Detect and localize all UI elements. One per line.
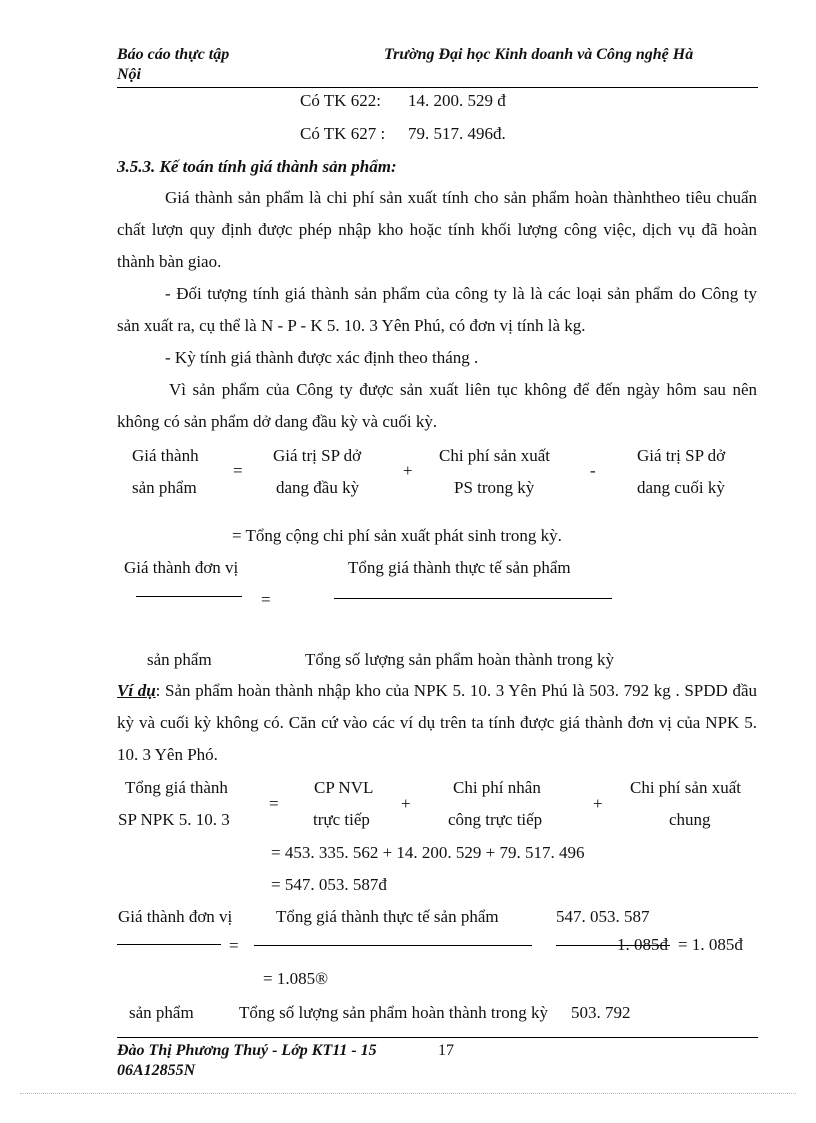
f4-mid-fraction-line <box>254 945 532 946</box>
f4-product-label: sản phẩm <box>129 1003 194 1022</box>
f1-wip-begin-line2: dang đầu kỳ <box>276 478 360 497</box>
header-right: Trường Đại học Kinh doanh và Công nghệ Hà <box>384 46 694 63</box>
f1-wip-end-line2: dang cuối kỳ <box>637 478 725 497</box>
f4-result: 1. 085đ <box>617 935 668 954</box>
page-number: 17 <box>438 1042 454 1059</box>
example-label: Ví dụ <box>117 681 156 700</box>
f3-labor-line1: Chi phí nhân <box>453 778 541 797</box>
f2-denominator: Tổng số lượng sản phẩm hoàn thành trong kỳ <box>305 650 615 669</box>
f2-product-label: sản phẩm <box>147 650 212 669</box>
header-rule <box>117 87 758 88</box>
f4-result-final: = 1. 085đ <box>678 935 743 954</box>
f2-right-fraction-line <box>334 598 612 599</box>
f4-unit-cost-label: Giá thành đơn vị <box>118 907 233 926</box>
f1-wip-begin-line1: Giá trị SP dở <box>273 446 362 465</box>
paragraph-period: - Kỳ tính giá thành được xác định theo tháng . <box>165 348 479 367</box>
paragraph-no-wip: Vì sản phẩm của Công ty được sản xuất liên tục không để đến ngày hôm sau nên không có sản phẩm dở dang đầu kỳ và cuối kỳ. <box>117 380 757 431</box>
header-left-cont: Nội <box>117 66 141 83</box>
f3-plus-2: + <box>593 794 603 813</box>
f4-left-fraction-line <box>117 944 221 945</box>
f3-calculation: = 453. 335. 562 + 14. 200. 529 + 79. 517. 496 <box>271 843 585 862</box>
example-paragraph <box>117 675 757 771</box>
tk627-label: Có TK 627 : <box>300 124 386 143</box>
paragraph-object: - Đối tượng tính giá thành sản phẩm của công ty là là các loại sản phẩm do Công ty sản xuất ra, cụ thể là N - P - K 5. 10. 3 Yên Phú, có đơn vị tính là kg. <box>117 284 757 335</box>
f3-material-line1: CP NVL <box>314 778 374 797</box>
f4-equals: = <box>229 936 239 955</box>
f3-overhead-line2: chung <box>669 810 711 829</box>
tk622-value: 14. 200. 529 đ <box>408 91 506 110</box>
f2-numerator: Tổng giá thành thực tế sản phẩm <box>348 558 571 577</box>
f1-equals: = <box>233 461 243 480</box>
page-edge-dots <box>20 1093 796 1094</box>
f3-material-line2: trực tiếp <box>313 810 370 829</box>
f1-result: = Tổng cộng chi phí sản xuất phát sinh trong kỳ. <box>232 526 562 545</box>
footer-author: Đào Thị Phương Thuý - Lớp KT11 - 15 <box>117 1042 377 1059</box>
header-left: Báo cáo thực tập <box>117 46 230 63</box>
f4-numerator-value: 547. 053. 587 <box>556 907 650 926</box>
f4-result-rounded: = 1.085® <box>263 969 329 988</box>
f1-wip-end-line1: Giá trị SP dở <box>637 446 726 465</box>
tk627-value: 79. 517. 496đ. <box>408 124 506 143</box>
f3-labor-line2: công trực tiếp <box>448 810 543 829</box>
f1-minus: - <box>590 461 596 480</box>
f4-denominator-value: 503. 792 <box>571 1003 631 1022</box>
f3-plus-1: + <box>401 794 411 813</box>
f3-overhead-line1: Chi phí sản xuất <box>630 778 741 797</box>
f3-total: = 547. 053. 587đ <box>271 875 387 894</box>
f2-unit-cost-label: Giá thành đơn vị <box>124 558 239 577</box>
footer-rule <box>117 1037 758 1038</box>
f1-production-cost-line2: PS trong kỳ <box>454 478 535 497</box>
f3-equals: = <box>269 794 279 813</box>
f1-production-cost-line1: Chi phí sản xuất <box>439 446 550 465</box>
example-text: : Sản phẩm hoàn thành nhập kho của NPK 5. 10. 3 Yên Phú là 503. 792 kg . SPDD đầu kỳ và cuối kỳ không có. Căn cứ vào các ví dụ trên ta tính được giá thành đơn vị của NPK 5. 10. 3 Yên Phó. <box>117 681 757 764</box>
f3-total-cost-line1: Tổng giá thành <box>125 778 228 797</box>
section-title: 3.5.3. Kế toán tính giá thành sản phẩm: <box>117 157 397 176</box>
f1-product-cost-line2: sản phẩm <box>132 478 197 497</box>
f4-denominator-label: Tổng số lượng sản phẩm hoàn thành trong kỳ <box>239 1003 549 1022</box>
tk622-label: Có TK 622: <box>300 91 381 110</box>
f2-equals: = <box>261 590 271 609</box>
paragraph-definition: Giá thành sản phẩm là chi phí sản xuất tính cho sản phẩm hoàn thànhtheo tiêu chuẩn chất lượn quy định được phép nhập kho hoặc tính khối lượng công việc, dịch vụ đã hoàn thành bàn giao. <box>117 188 757 271</box>
f2-left-fraction-line <box>136 596 242 597</box>
f4-numerator-label: Tổng giá thành thực tế sản phẩm <box>276 907 499 926</box>
f1-plus: + <box>403 461 413 480</box>
footer-student-id: 06A12855N <box>117 1062 196 1079</box>
f1-product-cost-line1: Giá thành <box>132 446 199 465</box>
f3-total-cost-line2: SP NPK 5. 10. 3 <box>118 810 230 829</box>
